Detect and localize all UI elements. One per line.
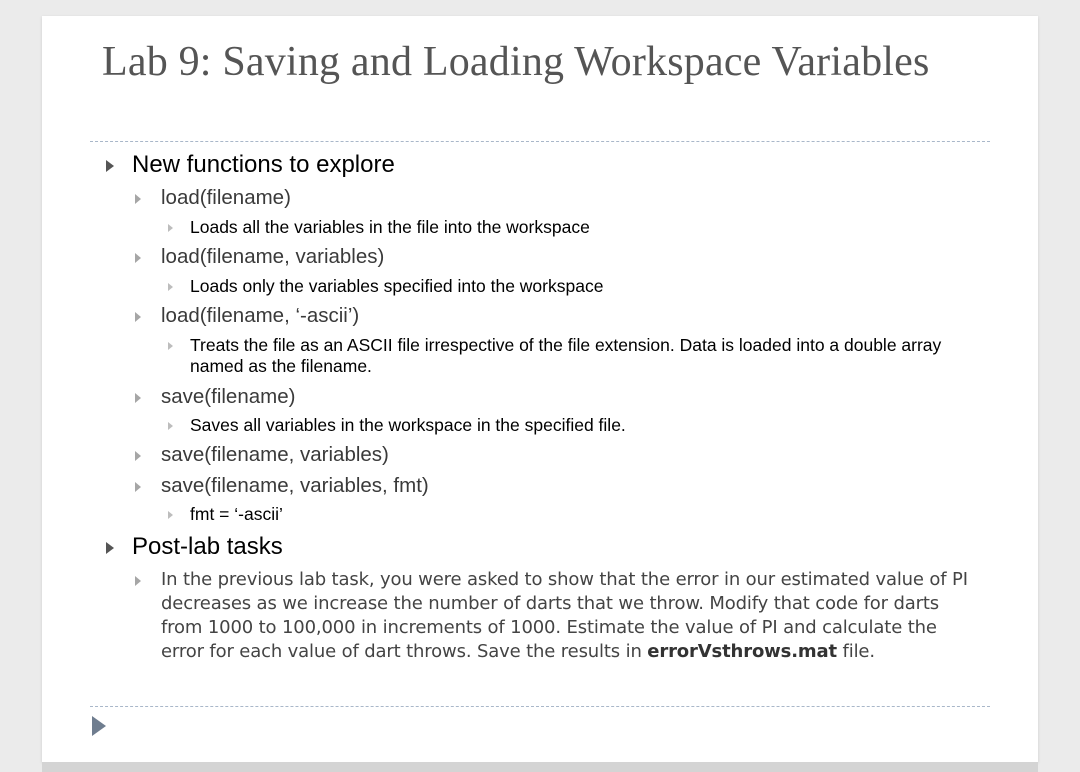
list-item-detail — [168, 335, 950, 377]
slide-content — [42, 16, 1038, 762]
triangle-right-icon — [135, 194, 141, 204]
function-label: save(filename, variables, fmt) — [161, 474, 429, 497]
footer-divider — [90, 706, 990, 707]
triangle-right-icon — [168, 283, 173, 291]
task-text-after: file. — [836, 641, 875, 662]
function-detail: Treats the file as an ASCII file irrespective of the file extension. Data is loaded into a double array named as the filename. — [190, 335, 942, 376]
triangle-right-icon — [168, 511, 173, 519]
task-text-before: In the previous lab task, you were asked to show that the error in our estimated value of PI decreases as we increase the number of darts that we throw. Modify that code for darts from 1000 to 100,000 in increments of 1000. Estimate the value of PI and calculate the error for each value of dart throws. Save the results in — [161, 569, 968, 662]
triangle-right-icon — [106, 542, 114, 554]
triangle-right-icon — [135, 312, 141, 322]
triangle-right-icon — [168, 224, 173, 232]
triangle-right-icon — [135, 576, 141, 586]
triangle-right-icon — [168, 342, 173, 350]
list-item — [135, 385, 295, 409]
function-detail: Loads all the variables in the file into the workspace — [190, 217, 590, 237]
list-item — [135, 304, 359, 328]
triangle-right-icon — [168, 422, 173, 430]
triangle-right-icon — [135, 451, 141, 461]
section-heading: New functions to explore — [132, 151, 395, 178]
list-item — [135, 443, 389, 467]
slide — [42, 16, 1038, 762]
task-text — [161, 568, 976, 664]
list-item — [135, 474, 429, 498]
triangle-right-icon — [106, 160, 114, 172]
function-label: load(filename, ‘-ascii’) — [161, 304, 360, 327]
list-item-detail — [168, 504, 283, 525]
list-item — [135, 245, 384, 269]
list-item-detail — [168, 415, 626, 436]
list-item-detail — [168, 217, 590, 238]
function-label: save(filename) — [161, 385, 296, 408]
function-label: load(filename, variables) — [161, 245, 385, 268]
slide-bottom-edge — [42, 762, 1038, 772]
triangle-right-icon — [135, 253, 141, 263]
triangle-right-icon — [135, 482, 141, 492]
function-detail: Saves all variables in the workspace in the specified file. — [190, 415, 626, 435]
function-detail: fmt = ‘-ascii’ — [190, 504, 283, 524]
section-new-functions — [106, 151, 395, 179]
section-post-lab — [106, 533, 283, 561]
list-item-detail — [168, 276, 603, 297]
triangle-right-icon — [92, 716, 106, 736]
function-detail: Loads only the variables specified into the workspace — [190, 276, 604, 296]
list-item — [135, 186, 291, 210]
function-label: save(filename, variables) — [161, 443, 389, 466]
task-filename: errorVsthrows.mat — [647, 641, 837, 662]
post-lab-task — [135, 568, 976, 664]
slide-title: Lab 9: Saving and Loading Workspace Variables — [102, 39, 930, 85]
section-heading: Post-lab tasks — [132, 533, 283, 560]
function-label: load(filename) — [161, 186, 291, 209]
triangle-right-icon — [135, 393, 141, 403]
